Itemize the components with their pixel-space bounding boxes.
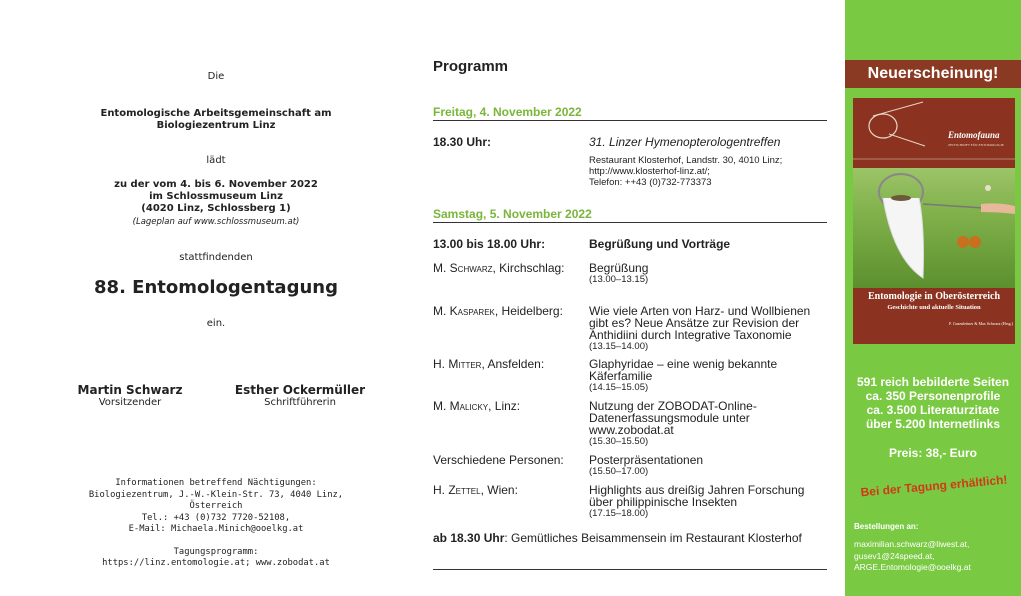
talk-title: www.zobodat.at — [589, 423, 674, 437]
address-line: (4020 Linz, Schlossberg 1) — [141, 203, 291, 214]
orders-emails — [854, 539, 971, 574]
info-line: Informationen betreffend Nächtigungen: — [115, 478, 317, 488]
ein-text: ein. — [206, 318, 226, 329]
evening-text: : Gemütliches Beisammensein im Restaurant Klosterhof — [504, 531, 802, 545]
fact-line: ca. 3.500 Literaturzitate — [866, 403, 1000, 417]
talk-time: (13.15–14.00) — [589, 341, 649, 352]
talk-title: Datenerfassungsmodule unter — [589, 411, 750, 425]
venue-line: im Schlossmuseum Linz — [149, 191, 283, 202]
speaker: H. Zettel, Wien: — [433, 483, 518, 497]
talk-title: über philippinische Insekten — [589, 495, 738, 509]
accommodation-info — [60, 478, 372, 570]
cover-title: Entomologie in Oberösterreich — [867, 291, 1001, 302]
divider — [433, 569, 827, 570]
program-info-line: Tagungsprogramm: — [173, 546, 259, 557]
invitation-column — [70, 0, 366, 596]
signer-role: Vorsitzender — [98, 397, 162, 408]
talk-title: gibt es? Neue Ansätze zur Revision der — [589, 316, 800, 330]
new-release-banner: Neuerscheinung! — [845, 60, 1021, 88]
cover-photo — [853, 168, 1015, 288]
talk-time: (17.15–18.00) — [589, 508, 649, 519]
day-1-heading: Freitag, 4. November 2022 — [433, 105, 582, 119]
program-heading: Programm — [433, 58, 509, 75]
talk-time: (13.00–13.15) — [589, 274, 649, 285]
intro-text: Die — [207, 71, 225, 82]
detail-line: http://www.klosterhof-linz.at/; — [589, 166, 710, 177]
organizer-line-2: Biologiezentrum Linz — [156, 120, 276, 131]
fact-line: ca. 350 Personenprofile — [865, 389, 1001, 403]
orders-label: Bestellungen an: — [854, 522, 919, 531]
cover-series: Entomofauna — [948, 130, 1000, 140]
talk-time: (15.50–17.00) — [589, 466, 649, 477]
speaker: H. Mitter, Ansfelden: — [433, 357, 545, 371]
fact-line: über 5.200 Internetlinks — [865, 417, 1001, 431]
info-line: E-Mail: Michaela.Minich@ooelkg.at — [128, 524, 304, 534]
map-note: (Lageplan auf www.schlossmuseum.at) — [132, 217, 300, 227]
cover-series-sub: ZEITSCHRIFT FÜR ENTOMOLOGIE — [948, 143, 1004, 147]
invites-text: lädt — [206, 155, 226, 166]
order-email: ARGE.Entomologie@ooelkg.at — [854, 562, 971, 572]
entry-title: Begrüßung und Vorträge — [589, 237, 731, 251]
speaker: M. Malicky, Linz: — [433, 399, 521, 413]
divider — [433, 120, 827, 121]
talk-title: Anthidiini durch Integrative Taxonomie — [589, 328, 792, 342]
talk-title: Wie viele Arten von Harz- und Wollbienen — [589, 304, 811, 318]
talk-title: Nutzung der ZOBODAT-Online- — [589, 399, 757, 413]
detail-line: Telefon: ++43 (0)732-773373 — [589, 177, 712, 188]
date-line-1: zu der vom 4. bis 6. November 2022 — [114, 179, 318, 190]
price: Preis: 38,- Euro — [888, 446, 978, 460]
availability-note: Bei der Tagung erhältlich! — [860, 472, 1008, 500]
talk-title: Begrüßung — [589, 261, 649, 275]
cover-editors: F. Gusenleitner & Max Schwarz (Hrsg.) — [949, 321, 1013, 326]
day-2-heading: Samstag, 5. November 2022 — [433, 207, 592, 221]
signer-name: Esther Ockermüller — [234, 383, 366, 397]
order-email: gusev1@24speed.at, — [854, 550, 935, 561]
order-email: maximilian.schwarz@liwest.at, — [854, 539, 970, 549]
signer-2 — [230, 383, 370, 408]
entry-title: 31. Linzer Hymenopterologentreffen — [589, 135, 781, 149]
insect-net-illustration — [853, 168, 1015, 288]
talk-title: Käferfamilie — [589, 369, 653, 383]
talk-title: Highlights aus dreißig Jahren Forschung — [589, 483, 805, 497]
talk-time: (14.15–15.05) — [589, 382, 649, 393]
signer-1 — [70, 383, 190, 408]
taking-place-text: stattfindenden — [179, 252, 253, 263]
cover-subtitle: Geschichte und aktuelle Situation — [887, 304, 981, 311]
signer-name: Martin Schwarz — [77, 383, 183, 397]
info-line: Biologiezentrum, J.-W.-Klein-Str. 73, 4040 Linz, Österreich — [88, 489, 344, 511]
talk-title: Glaphyridae – eine wenig bekannte — [589, 357, 778, 371]
evening-entry — [433, 531, 802, 545]
entry-time: 13.00 bis 18.00 Uhr: — [433, 237, 546, 251]
talk-time: (15.30–15.50) — [589, 436, 649, 447]
event-title: 88. Entomologentagung — [94, 277, 338, 298]
signer-role: Schriftführerin — [264, 397, 336, 408]
info-line: Tel.: +43 (0)732 7720-52108, — [141, 512, 291, 523]
speaker: M. Kasparek, Heidelberg: — [433, 304, 563, 318]
book-cover — [853, 98, 1015, 344]
speaker: Verschiedene Personen: — [433, 453, 564, 467]
fact-line: 591 reich bebilderte Seiten — [856, 375, 1010, 389]
entry-time: 18.30 Uhr: — [433, 135, 492, 149]
book-facts — [845, 375, 1021, 431]
evening-time: ab 18.30 Uhr — [433, 531, 505, 545]
program-column — [433, 0, 827, 596]
detail-line: Restaurant Klosterhof, Landstr. 30, 4010 Linz; — [589, 155, 783, 166]
book-promo-panel — [845, 0, 1021, 596]
speaker: M. Schwarz, Kirchschlag: — [433, 261, 565, 275]
program-info-line: https://linz.entomologie.at; www.zobodat.at — [102, 558, 330, 568]
organizer-line-1: Entomologische Arbeitsgemeinschaft am — [100, 108, 332, 119]
talk-title: Posterpräsentationen — [589, 453, 704, 467]
divider — [433, 222, 827, 223]
